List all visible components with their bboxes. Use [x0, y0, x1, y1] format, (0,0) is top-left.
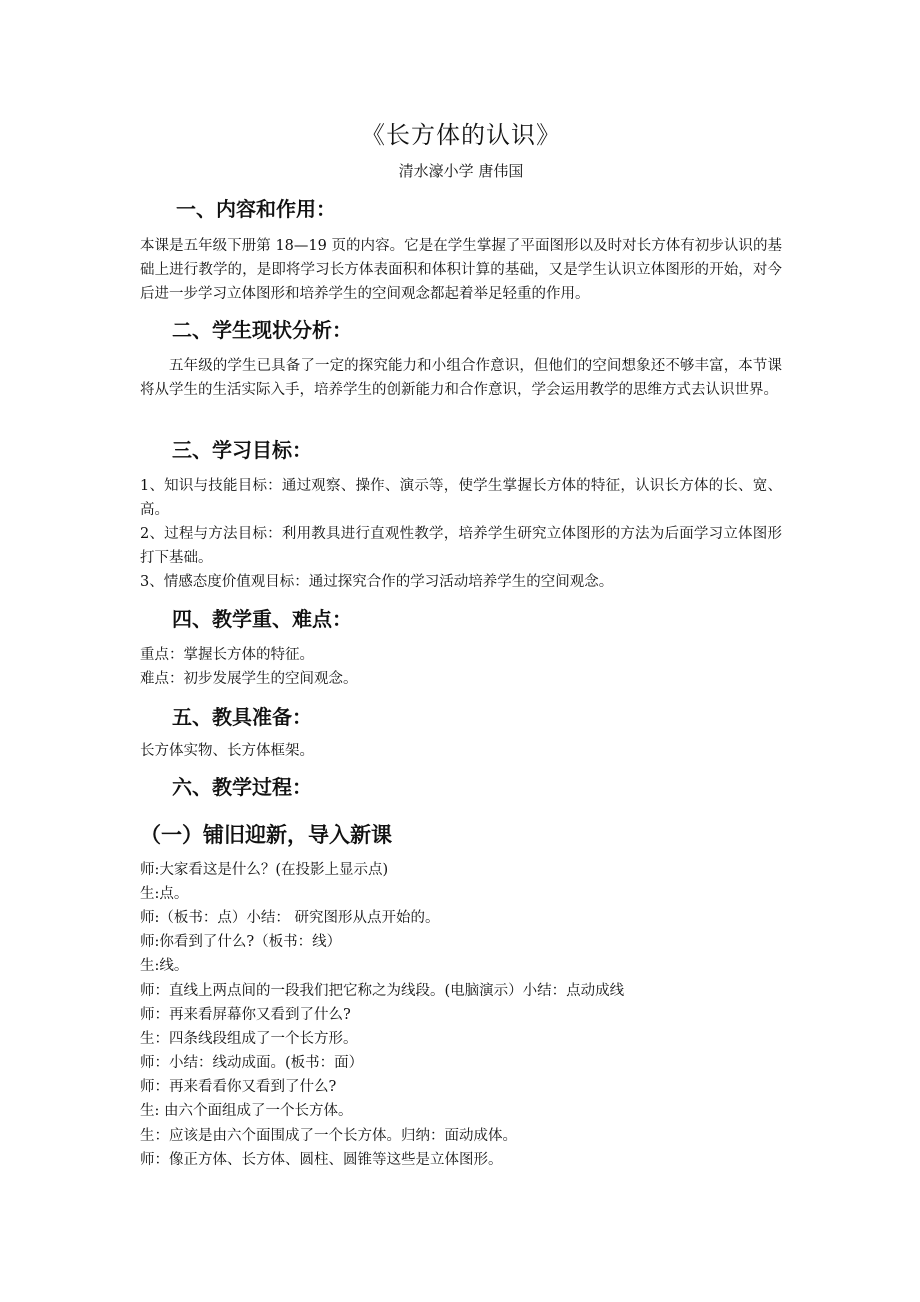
dialogue-line: 师:你看到了什么?（板书：线）: [140, 934, 342, 950]
dialogue-line: 师:（板书：点）小结： 研究图形从点开始的。: [140, 910, 440, 926]
section-heading-key-points: 四、教学重、难点：: [172, 607, 352, 631]
section-heading-content: 一、内容和作用：: [176, 197, 336, 221]
goal-item: 2、过程与方法目标：利用教具进行直观性教学，培养学生研究立体图形的方法为后面学习立体图形打下基础。: [140, 526, 782, 566]
content-paragraph: 本课是五年级下册第 18—19 页的内容。它是在学生掌握了平面图形以及时对长方体有初步认识的基础上进行教学的，是即将学习长方体表面积和体积计算的基础，又是学生认识立体图形的开始，对今后进一步学习立体图形和培养学生的空间观念都起着举足轻重的作用。: [140, 238, 782, 302]
section-heading-goals: 三、学习目标：: [172, 438, 312, 462]
key-point: 重点：掌握长方体的特征。: [140, 647, 314, 663]
dialogue-line: 师：直线上两点间的一段我们把它称之为线段。(电脑演示）小结：点动成线: [140, 983, 625, 999]
dialogue-line: 生:点。: [140, 886, 189, 902]
goal-item: 3、情感态度价值观目标：通过探究合作的学习活动培养学生的空间观念。: [140, 574, 614, 590]
dialogue-line: 师：再来看看你又看到了什么?: [140, 1079, 337, 1095]
dialogue-line: 生:线。: [140, 958, 189, 974]
materials-text: 长方体实物、长方体框架。: [140, 743, 314, 759]
dialogue-line: 师:大家看这是什么？(在投影上显示点): [140, 862, 389, 878]
goal-item: 1、知识与技能目标：通过观察、操作、演示等，使学生掌握长方体的特征，认识长方体的长、宽、高。: [140, 478, 782, 518]
difficult-point: 难点：初步发展学生的空间观念。: [140, 671, 358, 687]
dialogue-line: 师：像正方体、长方体、圆柱、圆锥等这些是立体图形。: [140, 1152, 503, 1168]
dialogue-line: 生：应该是由六个面围成了一个长方体。归纳：面动成体。: [140, 1128, 517, 1144]
dialogue-line: 生：四条线段组成了一个长方形。: [140, 1031, 358, 1047]
dialogue-line: 师：再来看屏幕你又看到了什么?: [140, 1007, 351, 1023]
analysis-paragraph: 五年级的学生已具备了一定的探究能力和小组合作意识，但他们的空间想象还不够丰富，本节课将从学生的生活实际入手，培养学生的创新能力和合作意识，学会运用教学的思维方式去认识世界。: [140, 358, 782, 398]
dialogue-line: 生: 由六个面组成了一个长方体。: [140, 1103, 353, 1119]
section-heading-analysis: 二、学生现状分析：: [172, 318, 352, 342]
document-author: 清水濠小学 唐伟国: [398, 162, 524, 180]
section-heading-process: 六、教学过程：: [172, 775, 312, 799]
section-heading-materials: 五、教具准备：: [172, 705, 312, 729]
process-subheading: （一）铺旧迎新，导入新课: [140, 823, 392, 847]
dialogue-line: 师：小结：线动成面。(板书：面）: [140, 1055, 364, 1071]
document-title: 《长方体的认识》: [361, 121, 561, 149]
